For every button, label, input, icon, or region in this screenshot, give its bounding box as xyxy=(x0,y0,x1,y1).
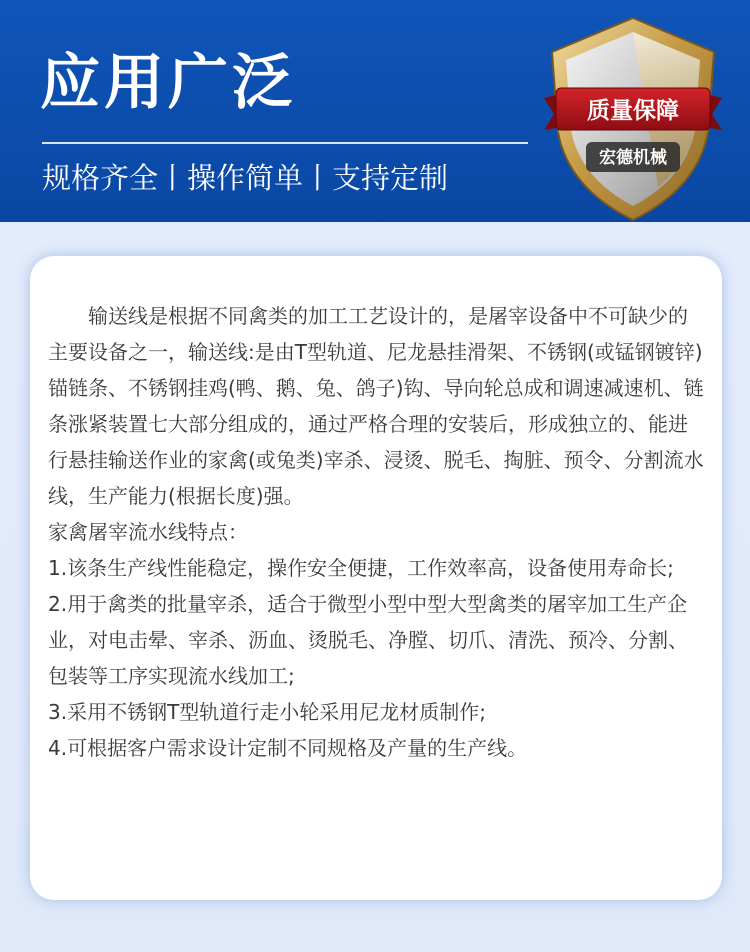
intro-paragraph: 输送线是根据不同禽类的加工工艺设计的，是屠宰设备中不可缺少的主要设备之一，输送线:是由T型轨道、尼龙悬挂滑架、不锈钢(或锰钢镀锌)锚链条、不锈钢挂鸡(鸭、鹅、兔、鸽子)钩、导向轮总成和调速减速机、链条涨紧装置七大部分组成的，通过严格合理的安装后，形成独立的、能进行悬挂输送作业的家禽(或兔类)宰杀、浸烫、脱毛、掏脏、预令、分割流水线，生产能力(根据长度)强。 xyxy=(48,304,704,508)
feature-item-1: 1.该条生产线性能稳定，操作安全便捷，工作效率高，设备使用寿命长; xyxy=(48,556,674,580)
card-text xyxy=(48,298,704,766)
badge-top-text: 质量保障 xyxy=(587,98,679,124)
header-banner xyxy=(0,0,750,222)
banner-title: 应用广泛 xyxy=(40,48,296,118)
features-title: 家禽屠宰流水线特点： xyxy=(48,520,248,544)
banner-divider xyxy=(42,142,528,144)
feature-item-2: 2.用于禽类的批量宰杀，适合于微型小型中型大型禽类的屠宰加工生产企业，对电击晕、宰杀、沥血、烫脱毛、净膛、切爪、清洗、预冷、分割、包装等工序实现流水线加工; xyxy=(48,592,688,688)
badge-bottom-text: 宏德机械 xyxy=(599,148,667,168)
banner-subtitle: 规格齐全丨操作简单丨支持定制 xyxy=(42,161,449,195)
feature-item-3: 3.采用不锈钢T型轨道行走小轮采用尼龙材质制作; xyxy=(48,700,487,724)
feature-item-4: 4.可根据客户需求设计定制不同规格及产量的生产线。 xyxy=(48,736,528,760)
quality-shield-badge xyxy=(538,12,728,227)
content-card xyxy=(30,256,722,900)
